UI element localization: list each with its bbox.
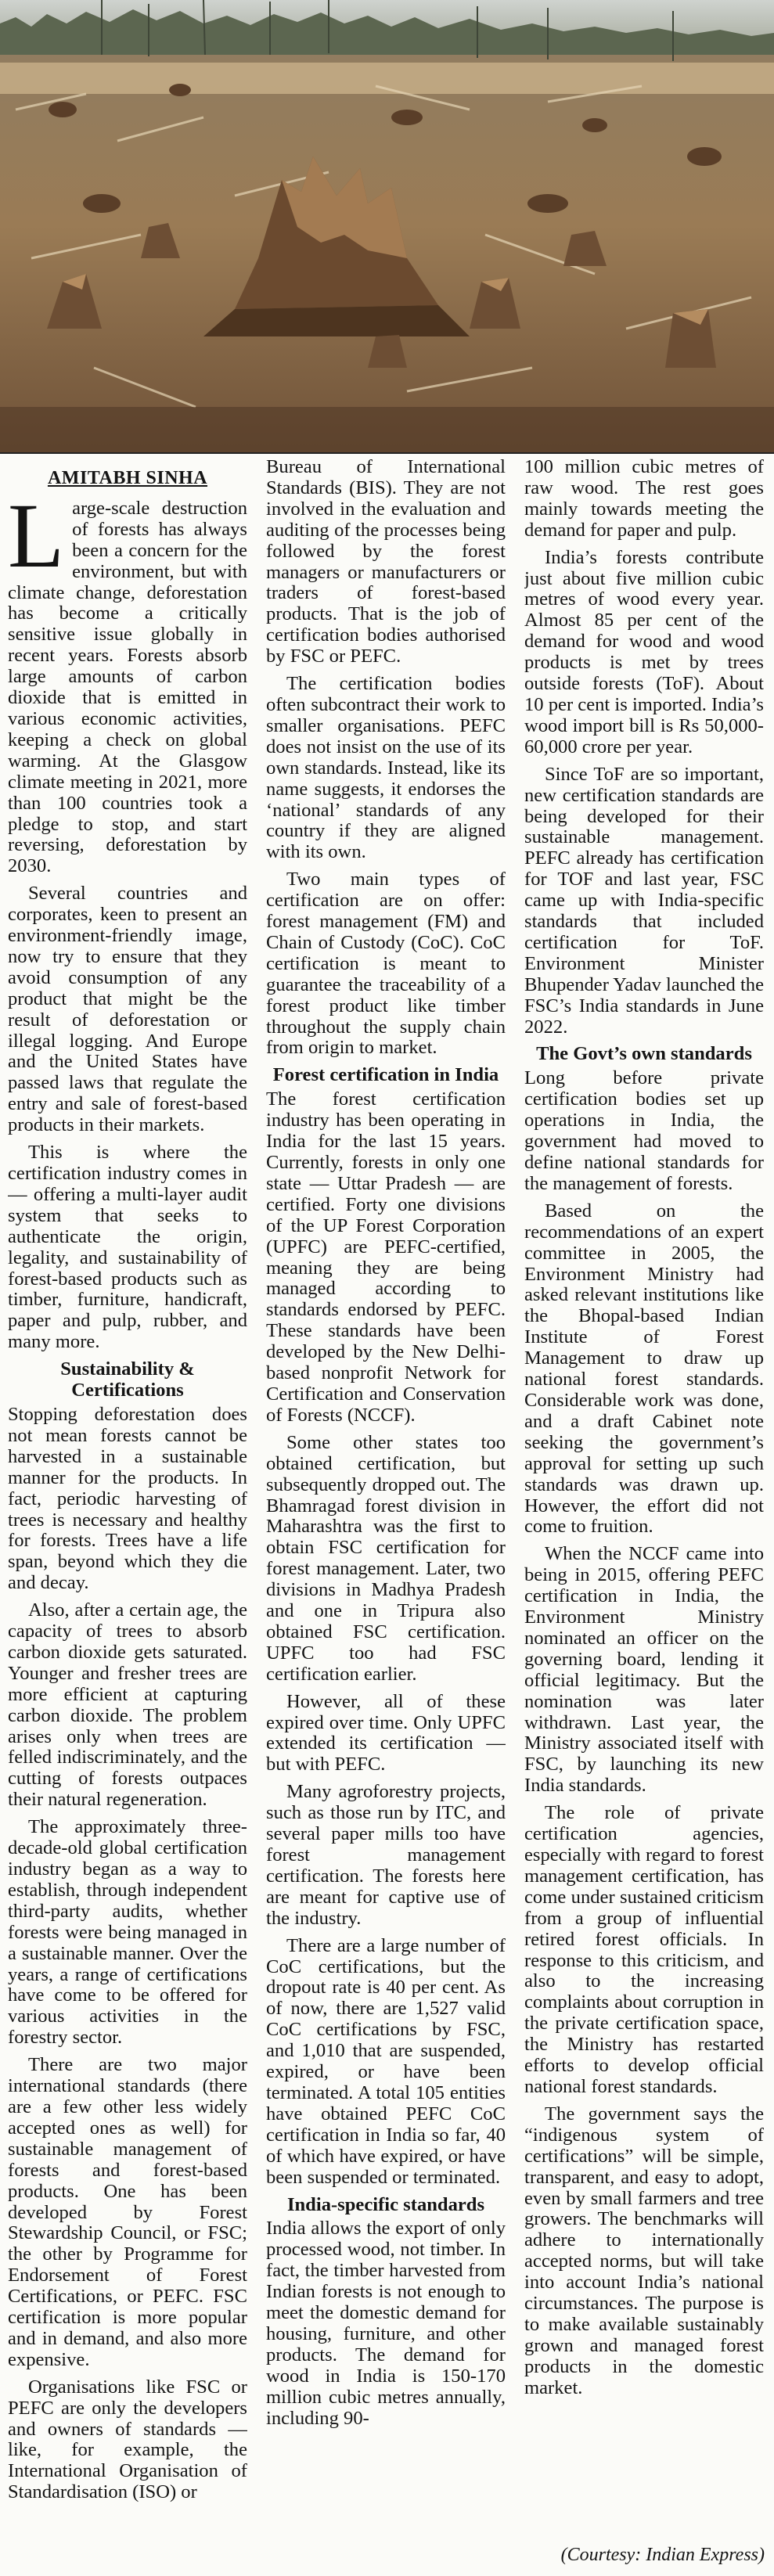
article-paragraph: Several countries and corporates, keen to present an environment-friendly image, now try to ensure that they avoid consumption of any product that might be the result of deforestation or illegal logging. And Europe and the United States have passed laws that regulate the entry and sale of forest-based products in their markets. — [8, 883, 247, 1136]
article-paragraph: Bureau of International Standards (BIS). They are not involved in the evaluation and auditing of the processes being followed by the forest managers or manufacturers or traders of forest-based products. That is the job of certification bodies authorised by FSC or PEFC. — [266, 457, 506, 667]
deforestation-photo — [0, 0, 774, 454]
article-paragraph: Many agroforestry projects, such as those run by ITC, and several paper mills too have forest management certification. The forests here are meant for captive use of the industry. — [266, 1781, 506, 1929]
section-heading: Sustainability & Certifications — [60, 1358, 195, 1401]
article-column-2 — [266, 457, 506, 2562]
source-credit: (Courtesy: Indian Express) — [560, 2545, 765, 2565]
article-paragraph: Some other states too obtained certification, but subsequently dropped out. The Bhamragad forest division in Maharashtra was the first to obtain FSC certification for forest management. Later, two divisions in Madhya Pradesh and one in Tripura also obtained FSC certification. UPFC too had FSC certification earlier. — [266, 1431, 506, 1685]
article-paragraph: The role of private certification agencies, especially with regard to forest management certification, has come under sustained criticism from a group of influential retired forest officials. In response to this criticism, and also to the increasing complaints about corruption in the private certification space, the Ministry has restarted efforts to develop official national forest standards. — [524, 1802, 764, 2097]
article-paragraph: The approximately three-decade-old global certification industry began as a way to establish, through independent third-party audits, whether forests were being managed in a sustainable manner. Over the years, a range of certifications have come to be offered for various activities in the forestry sector. — [8, 1816, 247, 2049]
article-paragraph: India’s forests contribute just about five million cubic metres of wood every year. Almost 85 per cent of the demand for wood and wood products is met by trees outside forests (ToF). About 10 per cent is imported. India’s wood import bill is Rs 50,000-60,000 crore per year. — [524, 546, 764, 757]
article-paragraph: Since ToF are so important, new certification standards are being developed for their sustainable management. PEFC already has certification for TOF and last year, FSC came up with India-specific standards that included certification for ToF. Environment Minister Bhupender Yadav launched the FSC’s India standards in June 2022. — [524, 763, 764, 1038]
article-paragraph: Stopping deforestation does not mean forests cannot be harvested in a sustainable manner for the products. In fact, periodic harvesting of trees is necessary and healthy for forests. Trees have a life span, beyond which they die and decay. — [8, 1403, 247, 1594]
article-column-3 — [524, 457, 764, 2562]
article-paragraph: However, all of these expired over time. Only UPFC extended its certification — but with PEFC. — [266, 1690, 506, 1775]
byline: AMITABH SINHA — [47, 468, 208, 488]
article-paragraph: This is where the certification industry comes in — offering a multi-layer audit system that seeks to authenticate the origin, legality, and sustainability of forest-based products such as timber, furniture, handicraft, paper and pulp, rubber, and many more. — [8, 1142, 247, 1353]
article-paragraph: There are two major international standards (there are a few other less widely accepted ones as well) for sustainable management of forests and forest-based products. One has been developed by Forest Stewardship Council, or FSC; the other by Programme for Endorsement of Forest Certifications, or PEFC. FSC certification is more popular and in demand, and also more expensive. — [8, 2054, 247, 2370]
article-paragraph: The forest certification industry has been operating in India for the last 15 years. Currently, forests in only one state — Uttar Pradesh — are certified. Forty one divisions of the UP Forest Corporation (UPFC) are PEFC-certified, meaning they are being managed according to standards endorsed by PEFC. These standards have been developed by the New Delhi-based nonprofit Network for Certification and Conservation of Forests (NCCF). — [266, 1088, 506, 1426]
section-heading: India-specific standards — [286, 2193, 485, 2215]
article-paragraph: India allows the export of only processed wood, not timber. In fact, the timber harvested from Indian forests is not enough to meet the domestic demand for housing, furniture, and other products. The demand for wood in India is 150-170 million cubic metres annually, including 90- — [266, 2218, 506, 2429]
article-paragraph: Two main types of certification are on offer: forest management (FM) and Chain of Custody (CoC). CoC certification is meant to guarantee the traceability of a forest product like timber throughout the supply chain from origin to market. — [266, 869, 506, 1059]
article-paragraph: The certification bodies often subcontract their work to smaller organisations. PEFC does not insist on the use of its own standards. Instead, like its name suggests, it endorses the ‘national’ standards of any country if they are aligned with its own. — [266, 673, 506, 863]
article-paragraph: Long before private certification bodies set up operations in India, the government had moved to define national standards for the management of forests. — [524, 1067, 764, 1194]
article-paragraph: Organisations like FSC or PEFC are only the developers and owners of standards — like, for example, the International Organisation of Standardisation (ISO) or — [8, 2376, 247, 2503]
article-paragraph: The government says the “indigenous system of certifications” will be simple, transparent, and easy to adopt, even by small farmers and tree growers. The benchmarks will adhere to internationally accepted norms, but will take into account India’s national circumstances. The purpose is to make available sustainably grown and managed forest products in the domestic market. — [524, 2103, 764, 2398]
drop-cap: L — [8, 484, 65, 587]
section-heading: Forest certification in India — [272, 1064, 499, 1086]
article-paragraph: Also, after a certain age, the capacity of trees to absorb carbon dioxide gets saturated. Younger and fresher trees are more efficient at capturing carbon dioxide. The problem arises only when trees are felled indiscriminately, and the cutting of forests outpaces their natural regeneration. — [8, 1599, 247, 1811]
article-column-1 — [8, 468, 247, 2561]
article-paragraph: When the NCCF came into being in 2015, offering PEFC certification in India, the Environment Ministry nominated an officer on the governing board, lending it official legitimacy. But the nomination was later withdrawn. Last year, the Ministry associated itself with FSC, by launching its new India standards. — [524, 1543, 764, 1797]
section-heading: The Govt’s own standards — [536, 1043, 752, 1065]
article-paragraph — [8, 484, 247, 877]
paragraph-text: arge-scale destruction of forests has always been a concern for the environment, but with climate change, deforestation has become a critically sensitive issue globally in recent years. Forests absorb large amounts of carbon dioxide that is emitted in various economic activities, keeping a check on global warming. At the Glasgow climate meeting in 2021, more than 100 countries took a pledge to stop, and start reversing, deforestation by 2030. — [8, 497, 247, 877]
article-paragraph: 100 million cubic metres of raw wood. The rest goes mainly towards meeting the demand for paper and pulp. — [524, 457, 764, 541]
article-paragraph: There are a large number of CoC certifications, but the dropout rate is 40 per cent. As of now, there are 1,527 valid CoC certifications by FSC, and 1,010 that are suspended, expired, or have been terminated. A total 105 entities have obtained PEFC CoC certification in India so far, 40 of which have expired, or have been suspended or terminated. — [266, 1934, 506, 2188]
article-paragraph: Based on the recommendations of an expert committee in 2005, the Environment Ministry had asked relevant institutions like the Bhopal-based Indian Institute of Forest Management to draw up national forest standards. Considerable work was done, and a draft Cabinet note seeking the government’s approval for setting up such standards was drawn up. However, the effort did not come to fruition. — [524, 1200, 764, 1538]
